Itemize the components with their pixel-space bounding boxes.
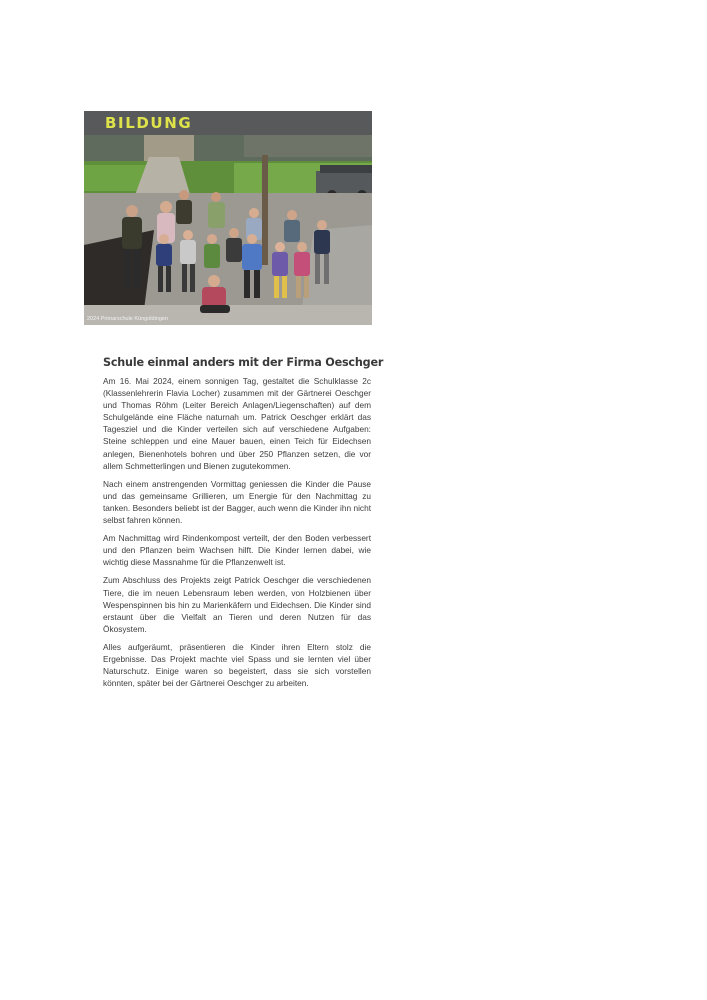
group-photo-illustration — [84, 135, 372, 325]
article-paragraph: Nach einem anstrengenden Vormittag geniessen die Kinder die Pause und das gemeinsame Grillieren, um Energie für den Nachmittag zu tanken. Besonders beliebt ist der Bagger, auch wenn die Kinder ihn nicht selbst fahren können. — [103, 478, 371, 526]
article — [84, 111, 384, 695]
section-banner — [84, 111, 372, 135]
article-body — [103, 375, 371, 689]
article-headline: Schule einmal anders mit der Firma Oeschger — [103, 356, 384, 369]
photo-caption: 2024 Primarschule Küngoldingen — [87, 316, 169, 322]
article-paragraph: Am Nachmittag wird Rindenkompost verteilt, der den Boden verbessert und den Pflanzen beim Wachsen hilft. Die Kinder lernen dabei, wie wichtig diese Massnahme für die Pflanzenwelt ist. — [103, 533, 371, 568]
group-photo — [84, 135, 372, 325]
article-paragraph: Am 16. Mai 2024, einem sonnigen Tag, gestaltet die Schulklasse 2c (Klassenlehrerin Flavia Locher) zusammen mit der Gärtnerei Oeschger und Thomas Röhm (Leiter Bereich Anlagen/Liegenschaften) auf dem Schulgelände eine Fläche naturnah um. Patrick Oeschger erklärt das Tagesziel und die Kinder verteilen sich auf verschiedene Aufgaben: Steine schleppen und eine Mauer bauen, einen Teich für Eidechsen anlegen, Bienenhotels bohren und über 250 Pflanzen setzen, die vor allem Schmetterlingen und Bienen zugutekommen. — [103, 376, 371, 471]
article-paragraph: Zum Abschluss des Projekts zeigt Patrick Oeschger die verschiedenen Tiere, die im neuen Lebensraum leben werden, von Holzbienen über Wespenspinnen bis hin zu Marienkäfern und Eidechsen. Die Kinder sind erstaunt über die Vielfalt an Tieren und deren Nutzen für das Ökosystem. — [103, 575, 371, 634]
section-label: BILDUNG — [105, 114, 193, 132]
article-paragraph: Alles aufgeräumt, präsentieren die Kinder ihren Eltern stolz die Ergebnisse. Das Projekt machte viel Spass und sie lernten viel über Naturschutz. Einige waren so begeistert, dass sie sich vorstellen könnten, später bei der Gärtnerei Oeschger zu arbeiten. — [103, 641, 371, 689]
